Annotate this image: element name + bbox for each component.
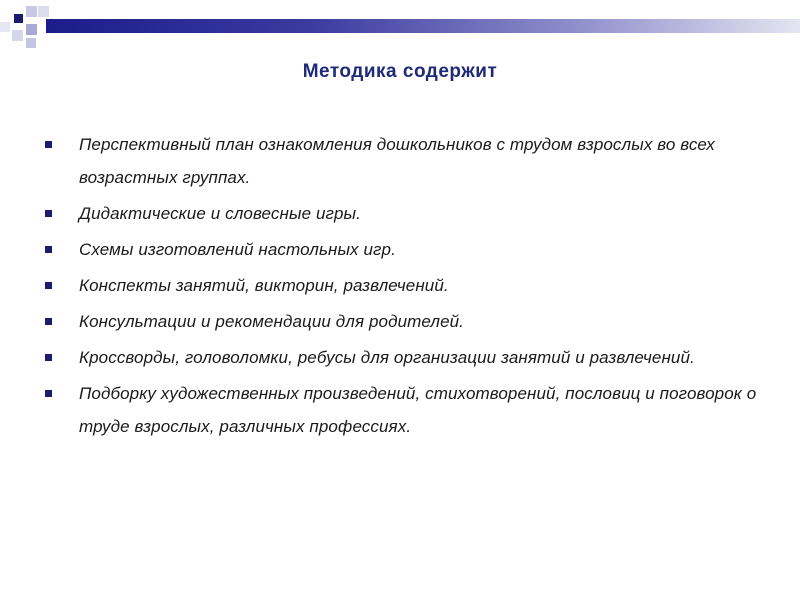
list-item-text: Консультации и рекомендации для родителей.: [79, 312, 465, 331]
square-bullet-icon: [45, 390, 52, 397]
list-item: [0, 377, 800, 443]
header-gradient-bar: [46, 19, 800, 33]
square-bullet-icon: [45, 354, 52, 361]
list-item-text: Подборку художественных произведений, стихотворений, пословиц и поговорок о труде взрослых, различных профессиях.: [79, 384, 757, 436]
list-item: [0, 305, 800, 338]
list-item-text: Дидактические и словесные игры.: [79, 204, 361, 223]
bullet-list: [0, 128, 800, 446]
list-item: [0, 341, 800, 374]
square-bullet-icon: [45, 282, 52, 289]
square-bullet-icon: [45, 210, 52, 217]
slide-title: Методика содержит: [302, 61, 498, 82]
decor-square-light: [26, 6, 37, 17]
decor-square-light: [38, 6, 49, 17]
decor-square-light: [26, 38, 36, 48]
list-item-text: Кроссворды, головоломки, ребусы для организации занятий и развлечений.: [79, 348, 695, 367]
list-item: [0, 197, 800, 230]
list-item-text: Перспективный план ознакомления дошкольников с трудом взрослых во всех возрастных группах.: [79, 135, 715, 187]
decor-square-dark: [14, 14, 23, 23]
decor-square-light: [0, 22, 10, 32]
list-item: [0, 233, 800, 266]
square-bullet-icon: [45, 318, 52, 325]
list-item: [0, 269, 800, 302]
decor-square-light: [12, 30, 23, 41]
square-bullet-icon: [45, 246, 52, 253]
square-bullet-icon: [45, 141, 52, 148]
list-item-text: Конспекты занятий, викторин, развлечений.: [79, 276, 449, 295]
header-decoration: [0, 0, 800, 50]
list-item: [0, 128, 800, 194]
list-item-text: Схемы изготовлений настольных игр.: [79, 240, 396, 259]
decor-square-medium: [26, 24, 37, 35]
